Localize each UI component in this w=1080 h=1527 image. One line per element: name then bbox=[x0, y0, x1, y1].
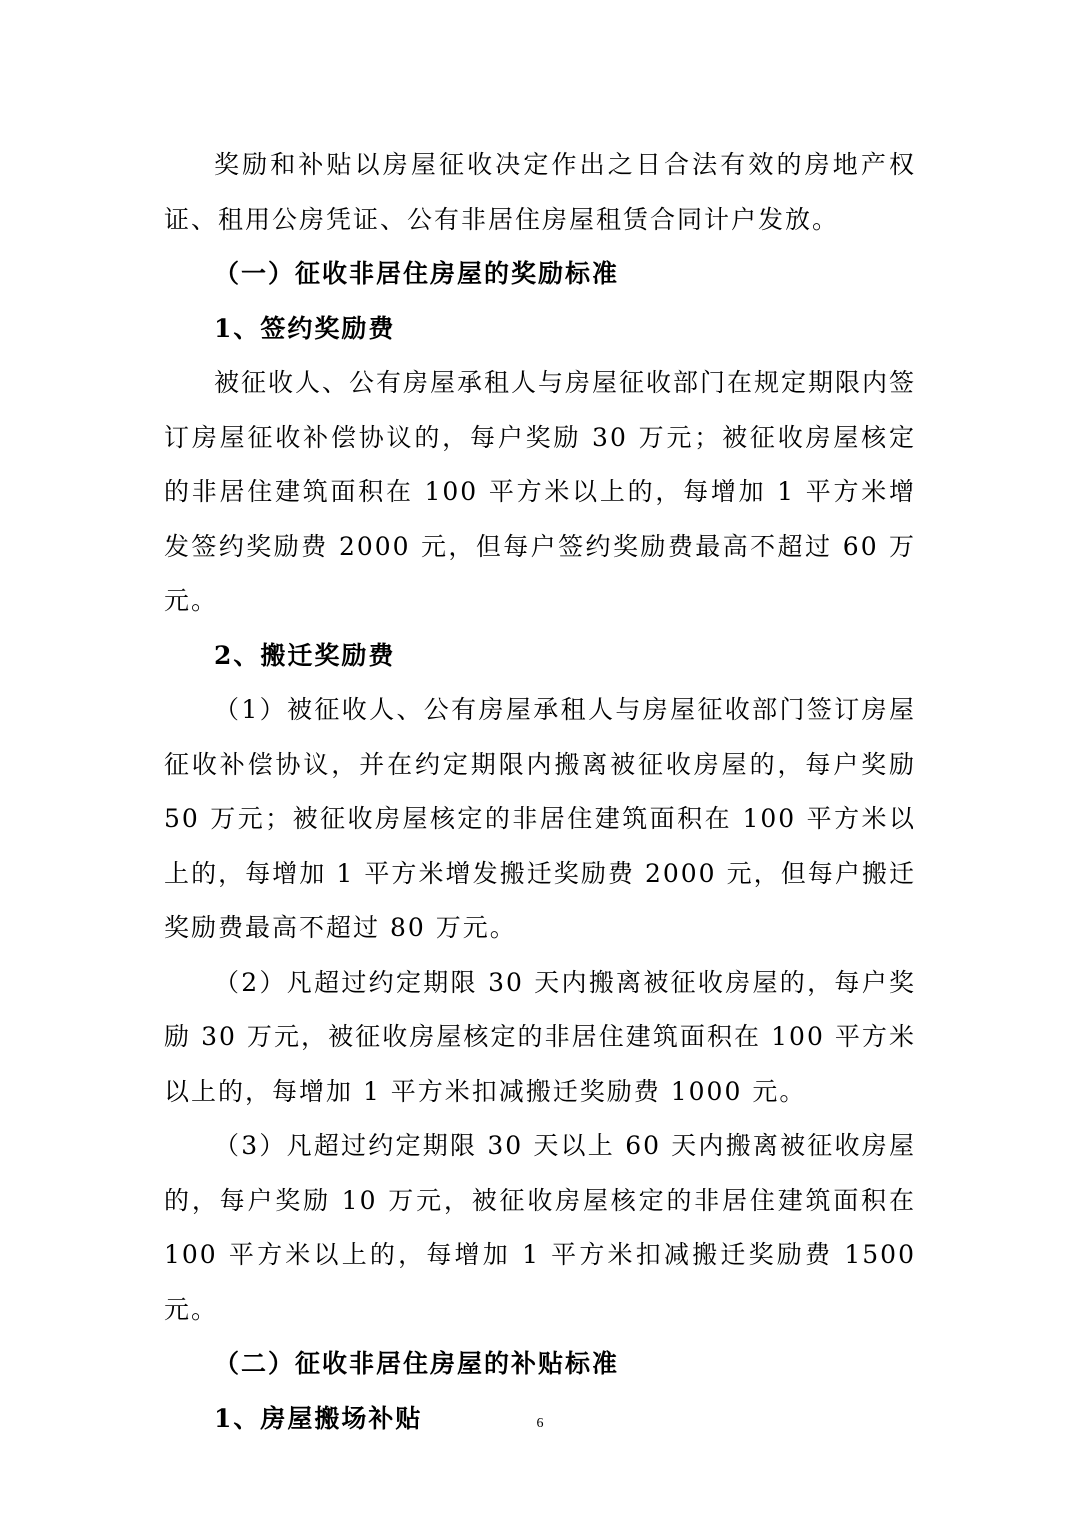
paragraph-intro: 奖励和补贴以房屋征收决定作出之日合法有效的房地产权证、租用公房凭证、公有非居住房屋租赁合同计户发放。 bbox=[164, 150, 916, 234]
subsection-heading-moving-subsidy: 1、房屋搬场补贴 bbox=[214, 1403, 423, 1433]
document-body bbox=[164, 138, 916, 1446]
page-number: 6 bbox=[536, 1416, 544, 1431]
subsection-heading-signing-reward: 1、签约奖励费 bbox=[214, 313, 396, 343]
paragraph-relocation-reward-2: （2）凡超过约定期限 30 天内搬离被征收房屋的，每户奖励 30 万元，被征收房屋核定的非居住建筑面积在 100 平方米以上的，每增加 1 平方米扣减搬迁奖励费 1000 元。 bbox=[164, 967, 916, 1106]
paragraph-relocation-reward-3: （3）凡超过约定期限 30 天以上 60 天内搬离被征收房屋的，每户奖励 10 万元，被征收房屋核定的非居住建筑面积在 100 平方米以上的，每增加 1 平方米扣减搬迁奖励费 1500 元。 bbox=[164, 1131, 916, 1324]
section-heading-rewards: （一）征收非居住房屋的奖励标准 bbox=[214, 259, 620, 288]
paragraph-signing-reward: 被征收人、公有房屋承租人与房屋征收部门在规定期限内签订房屋征收补偿协议的，每户奖励 30 万元；被征收房屋核定的非居住建筑面积在 100 平方米以上的，每增加 1 平方米增发签约奖励费 2000 元，但每户签约奖励费最高不超过 60 万元。 bbox=[164, 368, 917, 615]
paragraph-relocation-reward-1: （1）被征收人、公有房屋承租人与房屋征收部门签订房屋征收补偿协议，并在约定期限内搬离被征收房屋的，每户奖励 50 万元；被征收房屋核定的非居住建筑面积在 100 平方米以上的，每增加 1 平方米增发搬迁奖励费 2000 元，但每户搬迁奖励费最高不超过 80 万元。 bbox=[164, 695, 916, 942]
section-heading-subsidies: （二）征收非居住房屋的补贴标准 bbox=[214, 1349, 620, 1378]
subsection-heading-relocation-reward: 2、搬迁奖励费 bbox=[214, 640, 396, 670]
